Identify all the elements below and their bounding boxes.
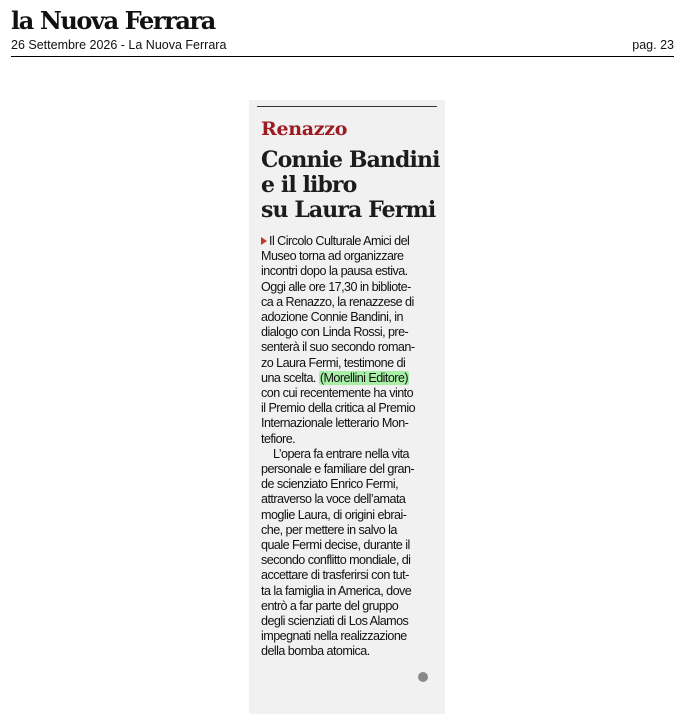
body-line: accettare di trasferirsi con tut- xyxy=(261,568,409,583)
body-line: personale e familiare del gran- xyxy=(261,462,415,477)
body-line: Il Circolo Culturale Amici del xyxy=(261,234,437,249)
top-rule xyxy=(257,106,437,107)
body-line: senterà il suo secondo roman- xyxy=(261,340,415,355)
body-line: ta la famiglia in America, dove xyxy=(261,583,412,598)
body-line: Museo torna ad organizzare xyxy=(261,249,404,264)
headline-line: Connie Bandini xyxy=(261,147,440,173)
body-line: incontri dopo la pausa estiva. xyxy=(261,264,408,279)
body-line: adozione Connie Bandini, in xyxy=(261,310,403,325)
end-mark-icon xyxy=(418,672,428,682)
body-line: con cui recentemente ha vinto xyxy=(261,386,414,401)
body-line: entrò a far parte del gruppo xyxy=(261,598,399,613)
paragraph-marker-icon xyxy=(261,237,267,245)
publisher-highlight: (Morellini Editore) xyxy=(319,370,409,385)
headline-line: su Laura Fermi xyxy=(261,197,436,223)
body-line: Oggi alle ore 17,30 in bibliote- xyxy=(261,279,411,294)
body-line: de scienziato Enrico Fermi, xyxy=(261,477,399,492)
article-body xyxy=(261,234,437,660)
body-line: degli scienziati di Los Alamos xyxy=(261,614,409,629)
body-line: della bomba atomica. xyxy=(261,644,370,659)
article-kicker: Renazzo xyxy=(261,118,348,140)
body-line: L’opera fa entrare nella vita xyxy=(273,446,409,461)
body-line: che, per mettere in salvo la xyxy=(261,522,397,537)
body-line: zo Laura Fermi, testimone di xyxy=(261,355,406,370)
headline-line: e il libro xyxy=(261,172,357,198)
body-line: attraverso la voce dell’amata xyxy=(261,492,406,507)
body-line: moglie Laura, di origini ebrai- xyxy=(261,507,407,522)
body-line: dialogo con Linda Rossi, pre- xyxy=(261,325,409,340)
body-line: secondo conflitto mondiale, di xyxy=(261,553,411,568)
body-line: una scelta. (Morellini Editore) xyxy=(261,370,409,385)
body-line: Internazionale letterario Mon- xyxy=(261,416,409,431)
body-line: tefiore. xyxy=(261,431,296,446)
page-number: pag. 23 xyxy=(632,38,674,52)
article-clipping xyxy=(249,100,445,714)
masthead-logo: la Nuova Ferrara xyxy=(11,6,215,35)
body-line: impegnati nella realizzazione xyxy=(261,629,407,644)
info-bar xyxy=(11,38,674,57)
body-line: il Premio della critica al Premio xyxy=(261,401,416,416)
body-line: ca a Renazzo, la renazzese di xyxy=(261,294,414,309)
article-headline xyxy=(261,148,441,223)
body-line: quale Fermi decise, durante il xyxy=(261,538,410,553)
date-source: 26 Settembre 2026 - La Nuova Ferrara xyxy=(11,38,227,52)
